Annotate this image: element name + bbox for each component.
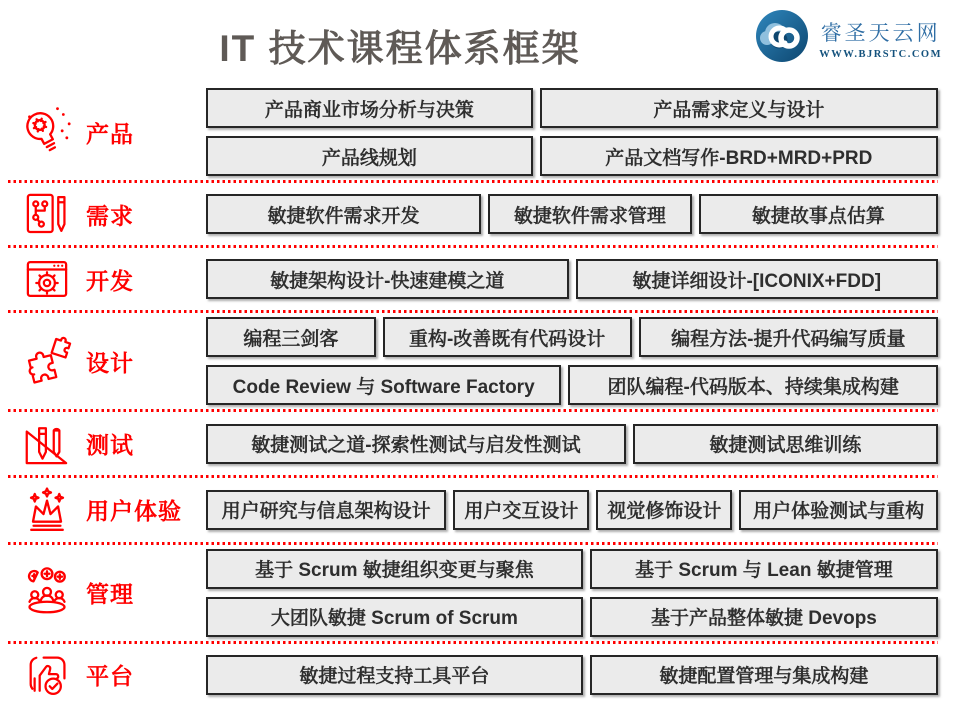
course-box: 视觉修饰设计 <box>596 490 732 530</box>
course-box: 用户交互设计 <box>453 490 589 530</box>
course-box: 敏捷配置管理与集成构建 <box>590 655 938 695</box>
course-line <box>206 597 938 637</box>
category-label: 用户体验 <box>86 498 182 525</box>
dotted-divider <box>8 310 938 313</box>
course-lines <box>206 317 938 405</box>
puzzle-pieces-icon <box>8 334 86 388</box>
course-box: 基于 Scrum 与 Lean 敏捷管理 <box>590 549 938 589</box>
course-box: 基于产品整体敏捷 Devops <box>590 597 938 637</box>
course-line <box>206 88 938 128</box>
course-box: 编程三剑客 <box>206 317 376 357</box>
thumbs-up-check-icon <box>8 648 86 702</box>
category-label: 设计 <box>86 349 134 376</box>
course-box: 敏捷详细设计-[ICONIX+FDD] <box>576 259 939 299</box>
course-box: 产品线规划 <box>206 136 533 176</box>
dotted-divider <box>8 641 938 644</box>
category-row <box>8 88 938 176</box>
course-line <box>206 549 938 589</box>
course-line <box>206 317 938 357</box>
header <box>0 0 960 86</box>
team-discussion-icon <box>8 565 86 621</box>
page-title: IT 技术课程体系框架 <box>219 28 581 69</box>
course-box: 编程方法-提升代码编写质量 <box>639 317 938 357</box>
course-box: 产品需求定义与设计 <box>540 88 938 128</box>
category-row <box>8 549 938 637</box>
course-lines <box>206 194 938 234</box>
category-row <box>8 648 938 702</box>
crown-stars-icon <box>8 482 86 538</box>
course-lines <box>206 88 938 176</box>
cloud-co-logo-icon <box>754 8 810 69</box>
course-line <box>206 136 938 176</box>
course-line <box>206 259 938 299</box>
category-row <box>8 317 938 405</box>
dotted-divider <box>8 180 938 183</box>
category-label: 产品 <box>86 120 134 147</box>
document-flowchart-pencil-icon <box>8 187 86 241</box>
course-box: 用户研究与信息架构设计 <box>206 490 446 530</box>
course-lines <box>206 490 938 530</box>
category-row <box>8 252 938 306</box>
brand-logo <box>754 8 942 69</box>
dotted-divider <box>8 409 938 412</box>
framework-rows <box>0 86 960 710</box>
logo-text <box>819 17 942 60</box>
category-row <box>8 187 938 241</box>
dotted-divider <box>8 475 938 478</box>
course-lines <box>206 259 938 299</box>
category-label: 测试 <box>86 432 134 458</box>
course-box: 敏捷过程支持工具平台 <box>206 655 583 695</box>
title-wrap <box>0 0 800 72</box>
course-box: 敏捷架构设计-快速建模之道 <box>206 259 569 299</box>
course-lines <box>206 549 938 637</box>
course-box: 产品文档写作-BRD+MRD+PRD <box>540 136 938 176</box>
logo-url: WWW.BJRSTC.COM <box>819 49 942 60</box>
course-box: 敏捷测试之道-探索性测试与启发性测试 <box>206 424 626 464</box>
course-box: 敏捷测试思维训练 <box>633 424 938 464</box>
course-box: 敏捷故事点估算 <box>699 194 938 234</box>
category-row <box>8 417 938 471</box>
course-box: 重构-改善既有代码设计 <box>383 317 632 357</box>
dotted-divider <box>8 245 938 248</box>
course-line <box>206 424 938 464</box>
set-square-pencils-icon <box>8 417 86 471</box>
browser-gear-icon <box>8 252 86 306</box>
category-label: 需求 <box>86 202 134 229</box>
course-line <box>206 194 938 234</box>
course-box: 大团队敏捷 Scrum of Scrum <box>206 597 583 637</box>
course-box: 用户体验测试与重构 <box>739 490 938 530</box>
course-box: Code Review 与 Software Factory <box>206 365 561 405</box>
category-label: 开发 <box>86 267 134 294</box>
category-row <box>8 482 938 538</box>
category-label: 平台 <box>86 663 134 690</box>
category-label: 管理 <box>86 581 134 608</box>
course-lines <box>206 655 938 695</box>
lightbulb-gear-icon <box>8 104 86 160</box>
course-line <box>206 490 938 530</box>
dotted-divider <box>8 542 938 545</box>
course-box: 敏捷软件需求开发 <box>206 194 481 234</box>
course-line <box>206 655 938 695</box>
course-box: 团队编程-代码版本、持续集成构建 <box>568 365 938 405</box>
course-box: 基于 Scrum 敏捷组织变更与聚焦 <box>206 549 583 589</box>
logo-brand-name: 睿圣天云网 <box>820 21 941 45</box>
course-box: 产品商业市场分析与决策 <box>206 88 533 128</box>
course-box: 敏捷软件需求管理 <box>488 194 692 234</box>
course-line <box>206 365 938 405</box>
course-lines <box>206 424 938 464</box>
